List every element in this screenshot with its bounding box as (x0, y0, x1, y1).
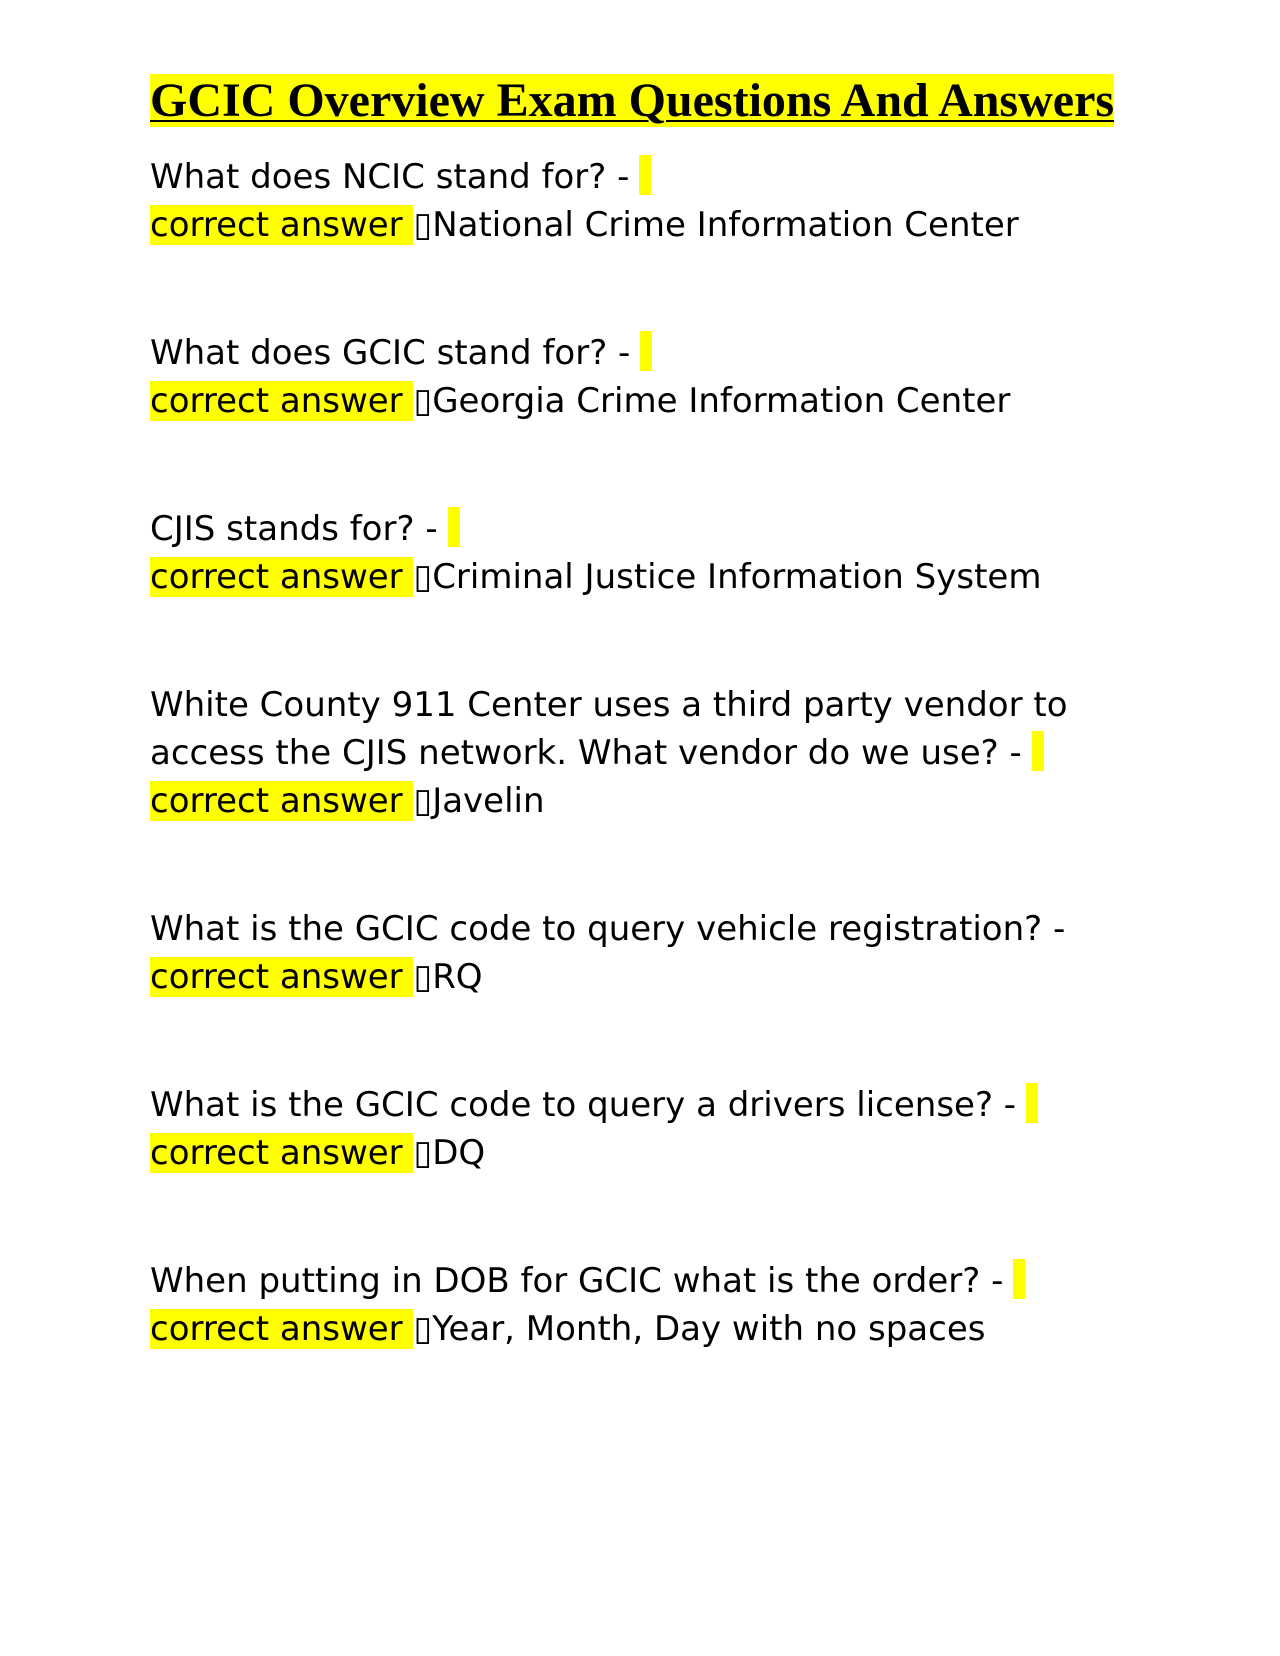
separator-glyph-icon: ▯ (413, 557, 433, 597)
answer-label: correct answer (150, 957, 414, 997)
document-page (150, 70, 1130, 1433)
highlight-mark (1026, 1083, 1038, 1123)
separator-glyph-icon: ▯ (413, 381, 433, 421)
qa-item (150, 905, 1130, 1001)
highlight-mark (1032, 731, 1044, 771)
separator-glyph-icon: ▯ (413, 1133, 433, 1173)
highlight-mark (1013, 1259, 1025, 1299)
highlight-mark (639, 155, 651, 195)
highlight-mark (448, 507, 460, 547)
answer-text: Georgia Crime Information Center (432, 381, 1011, 421)
answer-label: correct answer (150, 781, 414, 821)
qa-item (150, 153, 1130, 249)
answer-label: correct answer (150, 557, 414, 597)
highlight-mark (640, 331, 652, 371)
answer-text: Year, Month, Day with no spaces (432, 1309, 986, 1349)
document-title: GCIC Overview Exam Questions And Answers (150, 74, 1115, 127)
question-text: CJIS stands for? - (150, 509, 438, 549)
separator-glyph-icon: ▯ (413, 957, 433, 997)
qa-item (150, 329, 1130, 425)
qa-item (150, 1081, 1130, 1177)
qa-item (150, 1257, 1130, 1353)
question-text: White County 911 Center uses a third party vendor to access the CJIS network. What vendor do we use? - (150, 685, 1068, 773)
answer-text: Criminal Justice Information System (432, 557, 1042, 597)
answer-label: correct answer (150, 1309, 414, 1349)
separator-glyph-icon: ▯ (413, 781, 433, 821)
qa-item (150, 681, 1130, 825)
answer-label: correct answer (150, 381, 414, 421)
question-text: What does GCIC stand for? - (150, 333, 631, 373)
question-text: What is the GCIC code to query vehicle registration? - (150, 909, 1066, 949)
answer-text: Javelin (432, 781, 545, 821)
separator-glyph-icon: ▯ (413, 205, 433, 245)
question-text: What is the GCIC code to query a drivers license? - (150, 1085, 1017, 1125)
question-text: What does NCIC stand for? - (150, 157, 630, 197)
qa-item (150, 505, 1130, 601)
answer-text: National Crime Information Center (432, 205, 1019, 245)
question-text: When putting in DOB for GCIC what is the order? - (150, 1261, 1004, 1301)
qa-list (150, 153, 1130, 1353)
answer-text: DQ (432, 1133, 486, 1173)
answer-text: RQ (432, 957, 483, 997)
answer-label: correct answer (150, 1133, 414, 1173)
separator-glyph-icon: ▯ (413, 1309, 433, 1349)
answer-label: correct answer (150, 205, 414, 245)
